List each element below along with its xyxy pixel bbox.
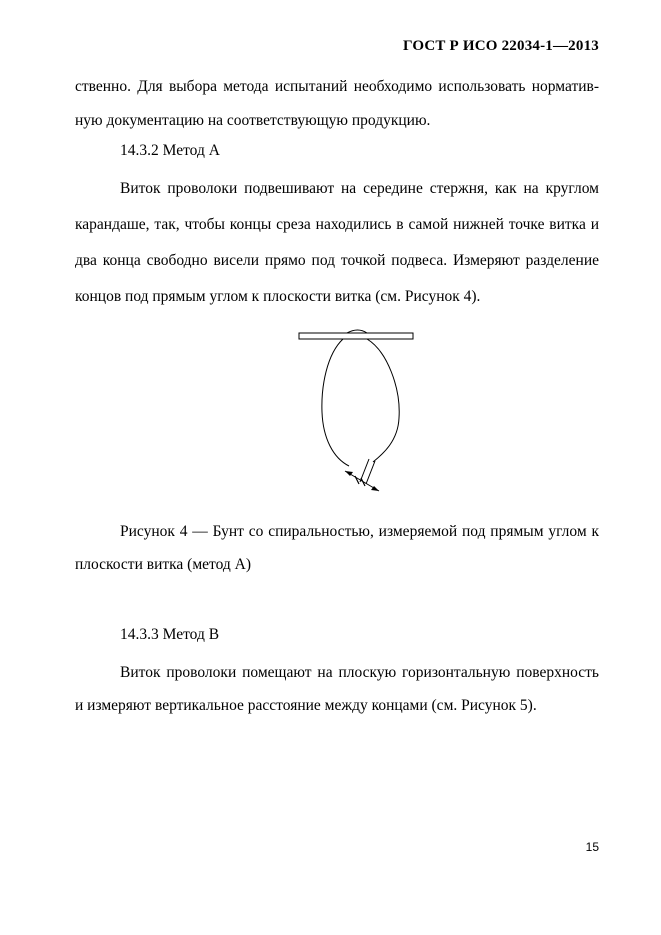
coil-loop-shape [322,339,399,466]
paragraph-line: и измеряют вертикальное расстояние между концами (см. Рисунок 5). [75,697,537,714]
paragraph-line: концов под прямым углом к плоскости витка (см. Рисунок 4). [75,288,481,305]
paragraph-line: Виток проволоки подвешивают на середине стержня, как на круглом [120,180,599,197]
paragraph-line: два конца свободно висели прямо под точкой подвеса. Измеряют разделение [75,252,599,269]
paragraph-line: ственно. Для выбора метода испытаний необходимо использовать норматив- [75,78,599,95]
figure-caption-line: Рисунок 4 — Бунт со спиральностью, измеряемой под прямым углом к [120,523,599,540]
figure-wire-coil-method-a [297,326,415,496]
section-heading-method-b: 14.3.3 Метод В [120,626,220,643]
document-header: ГОСТ Р ИСО 22034-1—2013 [402,38,599,54]
rod-shape [299,333,413,339]
paragraph-line: ную документацию на соответствующую продукцию. [75,112,431,129]
paragraph-line: карандаше, так, чтобы концы среза находились в самой нижней точке витка и [75,216,599,233]
figure-caption-line: плоскости витка (метод А) [75,556,252,573]
section-heading-method-a: 14.3.2 Метод А [120,142,220,159]
page-number: 15 [585,840,599,854]
paragraph-line: Виток проволоки помещают на плоскую горизонтальную поверхность [120,664,599,681]
